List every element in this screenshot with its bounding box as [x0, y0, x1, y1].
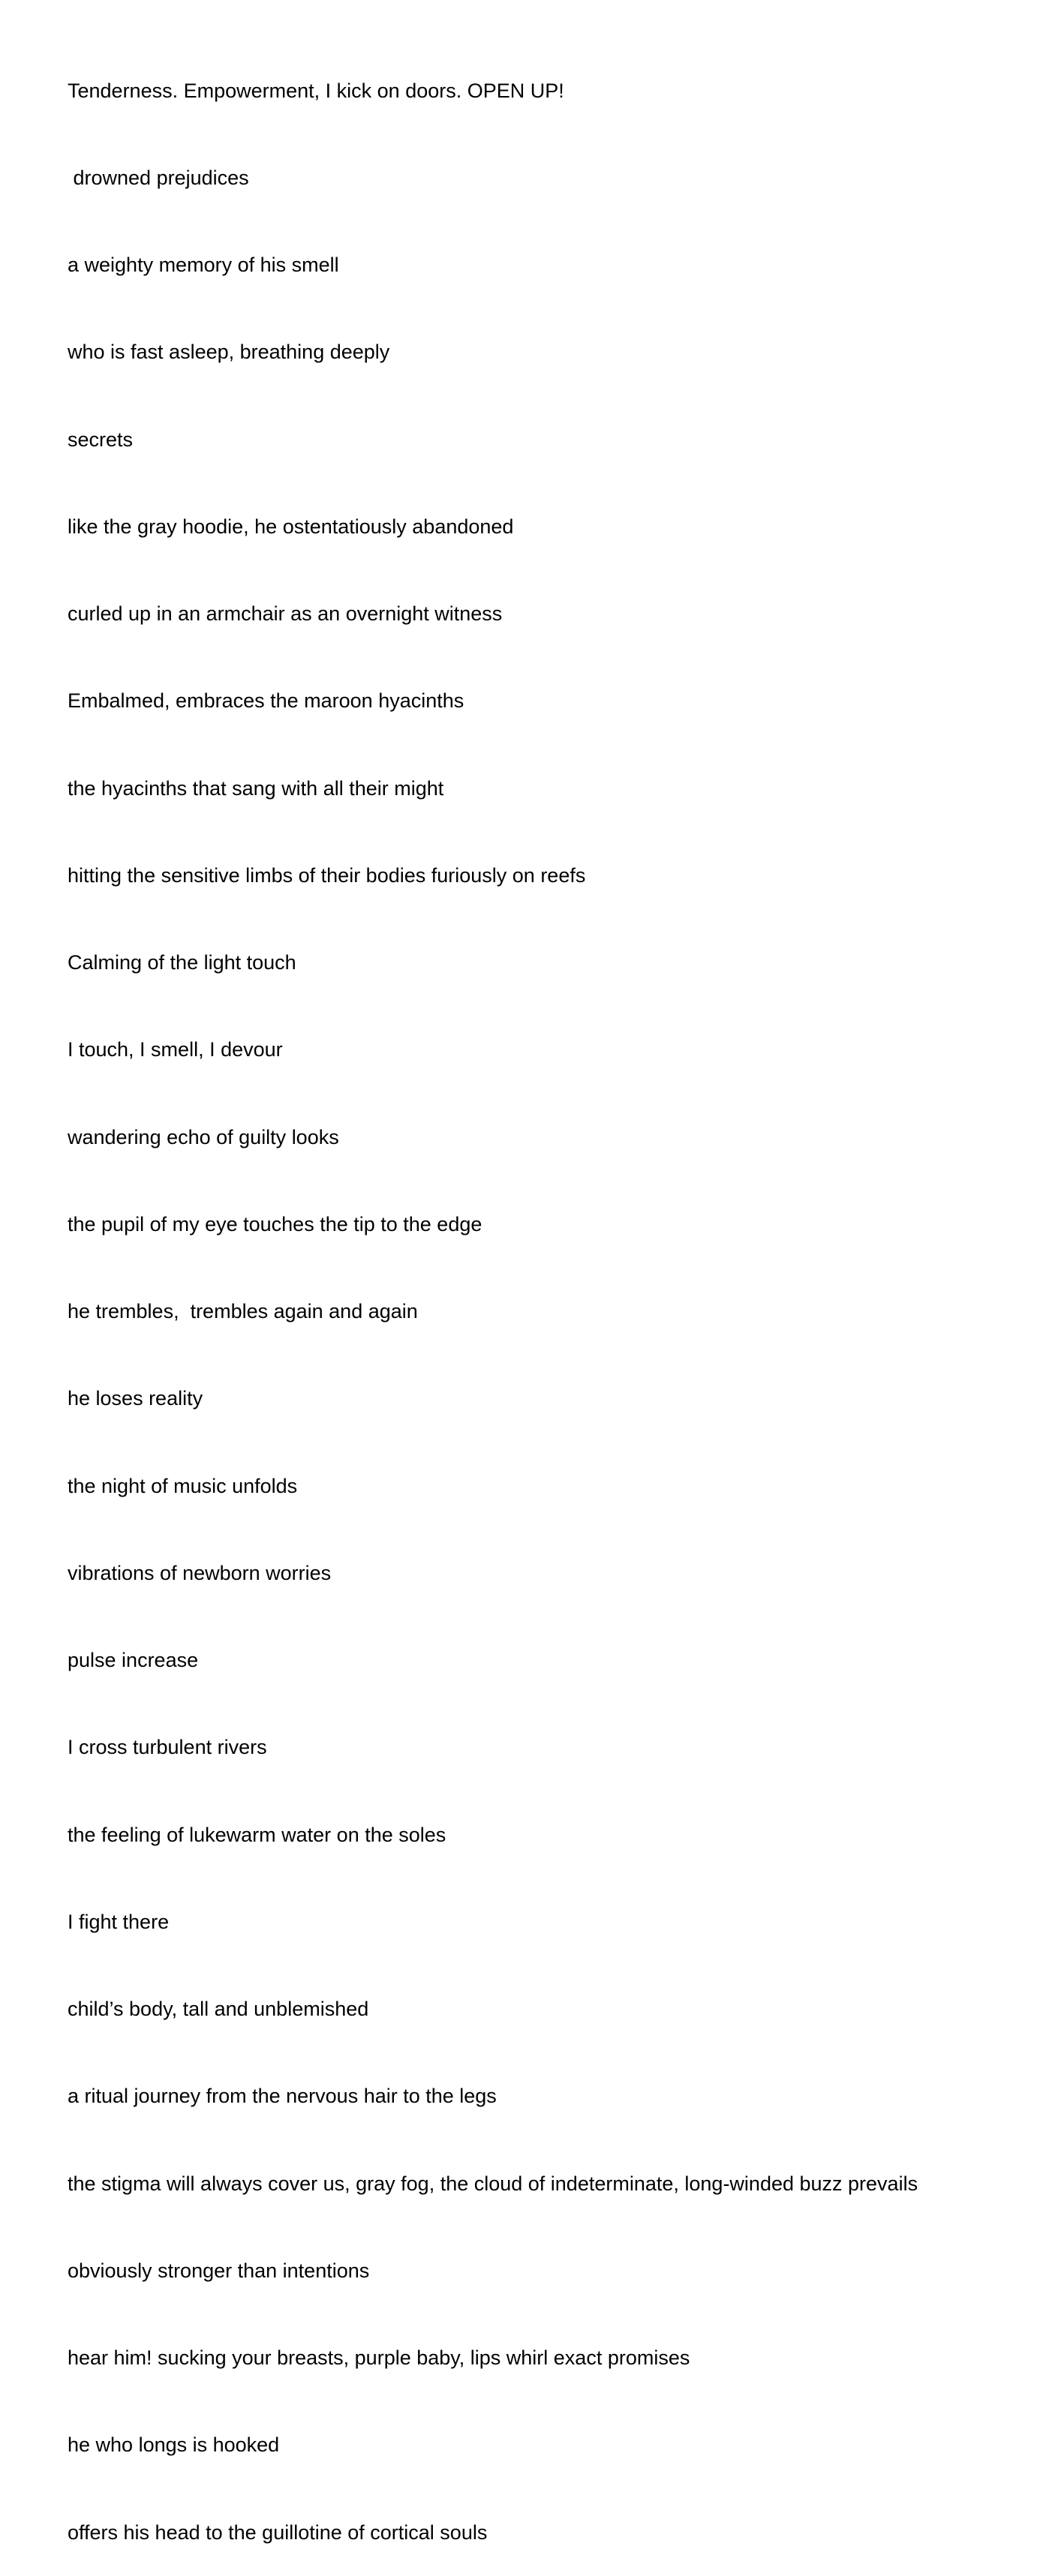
poem-line: pulse increase — [68, 1649, 199, 1671]
poem-line: I touch, I smell, I devour — [68, 1038, 283, 1061]
poem-line: he trembles, trembles again and again — [68, 1300, 418, 1323]
poem-line: offers his head to the guillotine of cortical souls — [68, 2520, 488, 2544]
poem-line: a weighty memory of his smell — [68, 254, 339, 276]
poem-line: the feeling of lukewarm water on the soles — [68, 1823, 446, 1846]
poem-line: he who longs is hooked — [68, 2433, 280, 2457]
poem-line: curled up in an armchair as an overnight witness — [68, 602, 503, 625]
poem-line: he loses reality — [68, 1387, 203, 1410]
poem-line: Embalmed, embraces the maroon hyacinths — [68, 689, 464, 713]
poem-line: drowned prejudices — [68, 166, 249, 189]
poem-line: I cross turbulent rivers — [68, 1736, 267, 1759]
poem-line: child’s body, tall and unblemished — [68, 1998, 369, 2020]
poem-line: hear him! sucking your breasts, purple baby, lips whirl exact promises — [68, 2346, 690, 2369]
poem-line: wandering echo of guilty looks — [68, 1125, 339, 1148]
poem-line: vibrations of newborn worries — [68, 1561, 332, 1584]
poem-text — [68, 18, 918, 2576]
poem-line: who is fast asleep, breathing deeply — [68, 341, 390, 364]
poem-line: Calming of the light touch — [68, 951, 296, 974]
poem-line: Tenderness. Empowerment, I kick on doors. OPEN UP! — [68, 79, 564, 102]
poem-line: secrets — [68, 428, 134, 451]
poem-line: like the gray hoodie, he ostentatiously abandoned — [68, 515, 514, 538]
poem-line: the pupil of my eye touches the tip to the edge — [68, 1212, 482, 1235]
poem-line: the hyacinths that sang with all their might — [68, 776, 444, 800]
poem-line: obviously stronger than intentions — [68, 2259, 370, 2282]
poem-line: hitting the sensitive limbs of their bodies furiously on reefs — [68, 863, 586, 887]
poem-line: the stigma will always cover us, gray fog, the cloud of indeterminate, long-winded buzz prevails — [68, 2172, 918, 2195]
poem-line: the night of music unfolds — [68, 1474, 298, 1497]
poem-line: I fight there — [68, 1910, 170, 1933]
poem-line: a ritual journey from the nervous hair to the legs — [68, 2085, 497, 2108]
